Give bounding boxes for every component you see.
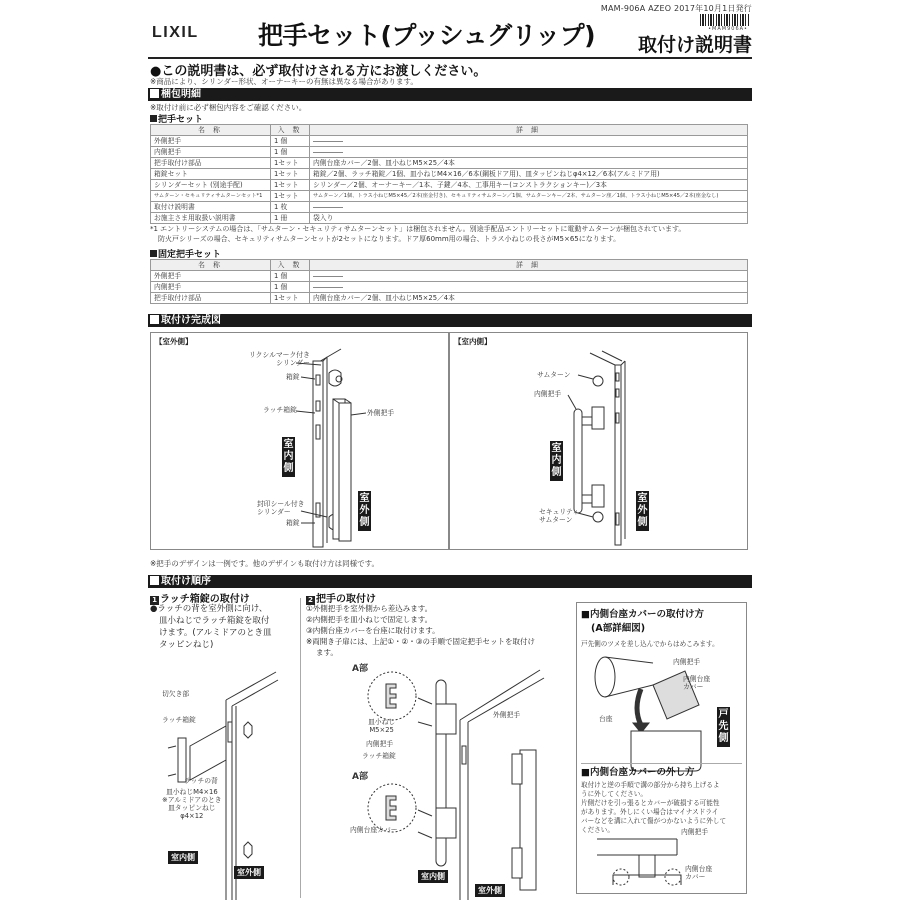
indoor-side-badge: 室内側 (282, 437, 295, 477)
table-row: 取付け説明書 1 枚 (151, 202, 748, 213)
detail-remove-text: 取付けと逆の手順で溝の部分から持ち上げるよ うに外してください。 片側だけを引っ張るとカバーが破損する可能性 があります。外しにくい場合はマイナスドライ バーなどを溝に入れて傷がつかないように外して ください。 (581, 781, 727, 834)
detail-attach-title: ■内側台座カバーの取付け方 (581, 609, 704, 620)
outdoor-label: 【室外側】 (155, 337, 193, 346)
dash-placeholder (313, 287, 343, 288)
cover-remove-illustration (577, 835, 747, 895)
table-row: 内側把手 1 個 (151, 282, 748, 293)
table-row: 把手取付け部品 1セット 内側台座カバー／2個、皿小ねじM5×25／4本 (151, 158, 748, 169)
intro-main: ●この説明書は、必ず取付けされる方にお渡しください。 (150, 64, 487, 79)
detail-attach-subtitle: (A部詳細図) (591, 623, 646, 634)
handle-set-table (150, 124, 748, 224)
callout-cover: 内側台座 カバー (683, 675, 711, 691)
indoor-door-illustration (450, 333, 749, 551)
door-edge-side-badge: 戸先側 (717, 707, 730, 747)
step2-instructions: ①外側把手を室外側から差込みます。 ②内側把手を皿小ねじで固定します。 ③内側台座カバーを台座に取付けます。 ※両開き子扉には、上記①・②・③の手順で固定把手セットを取付け ます。 (306, 604, 535, 657)
callout-lock-top: 箱錠 (286, 373, 300, 381)
callout-latch-back: ラッチの背 (184, 777, 218, 785)
section-packing: 梱包明細 (148, 88, 752, 101)
dash-placeholder (313, 276, 343, 277)
callout-inner-handle: 内側把手 (673, 658, 701, 666)
callout-screw: 皿小ねじM4×16 ※アルミドアのとき 皿タッピンねじ φ4×12 (162, 788, 222, 820)
barcode (700, 14, 750, 26)
callout-thumb-turn: サムターン (537, 371, 571, 379)
intro-note: ※商品により、シリンダー形状、オーナーキーの有無は異なる場合があります。 (150, 77, 418, 86)
detail-attach-text: 戸先側のツメを差し込んでからはめこみます。 (581, 640, 719, 648)
section-procedure: 取付け順序 (148, 575, 752, 588)
callout-latch-lock: ラッチ箱錠 (263, 406, 297, 414)
outdoor-side-badge: 室外側 (234, 866, 264, 879)
callout-base-cover: 内側台座カバー (350, 826, 398, 834)
table-row: 外側把手 1 個 (151, 136, 748, 147)
page-title: 把手セット(プッシュグリップ) (258, 21, 596, 50)
indoor-side-badge: 室内側 (168, 851, 198, 864)
outdoor-diagram (150, 332, 449, 550)
dash-placeholder (313, 152, 343, 153)
table-header-row (151, 125, 748, 136)
outdoor-side-badge: 室外側 (358, 491, 371, 531)
table-row: 外側把手 1 個 (151, 271, 748, 282)
callout-security-thumb-turn: セキュリティ サムターン (539, 508, 580, 524)
packing-note: ※取付け前に必ず梱包内容をご確認ください。 (150, 103, 307, 112)
callout-latch-lock: ラッチ箱錠 (362, 752, 396, 760)
callout-inner-handle: 内側把手 (366, 740, 394, 748)
table-row: お施主さま用取扱い説明書 1 冊 袋入り (151, 213, 748, 224)
title-rule (148, 57, 752, 59)
callout-inner-handle: 内側把手 (534, 390, 562, 398)
col-name: 名 称 (151, 260, 271, 271)
fixed-set-table (150, 259, 748, 304)
table-row: 箱錠セット 1セット 箱錠／2個、ラッチ箱錠／1個、皿小ねじM4×16／6本(鋼板ドア用)、皿タッピンねじφ4×12／6本(アルミドア用) (151, 169, 748, 180)
section-completion: 取付け完成図 (148, 314, 752, 327)
table-row: シリンダーセット (別途手配) 1セット シリンダー／2個、オーナーキー／1本、子鍵／4本、工事用キー(コンストラクションキー)／3本 (151, 180, 748, 191)
callout-inner-handle: 内側把手 (681, 828, 709, 836)
footnote-1: *1 エントリーシステムの場合は、「サムターン・セキュリティサムターンセット」は梱包されません。別途手配品エントリーセットに電動サムターンが梱包されています。 (150, 225, 686, 233)
design-note: ※把手のデザインは一例です。他のデザインも取付け方は同様です。 (150, 559, 380, 568)
footnote-2: 防火戸シリーズの場合、セキュリティサムターンセットが2セットになります。ドア厚60mm用の場合、トラス小ねじの長さがM5×65になります。 (158, 235, 621, 243)
callout-part-a-top: A部 (352, 664, 368, 674)
fixed-set-heading: 固定把手セット (150, 247, 221, 260)
brand-logo: LIXIL (152, 24, 199, 41)
callout-latch-lock: ラッチ箱錠 (162, 716, 196, 724)
indoor-diagram (449, 332, 748, 550)
instruction-sheet (148, 0, 752, 900)
col-detail: 詳 細 (310, 260, 748, 271)
handle-install-illustration (300, 660, 576, 900)
callout-outer-handle: 外側把手 (367, 409, 395, 417)
callout-outer-handle: 外側把手 (493, 711, 521, 719)
col-detail: 詳 細 (310, 125, 748, 136)
step2-title: 2 把手の取付け (306, 590, 376, 605)
indoor-side-badge: 室内側 (418, 870, 448, 883)
callout-part-a-bottom: A部 (352, 772, 368, 782)
handle-set-heading: 把手セット (150, 112, 203, 125)
table-row: 把手取付け部品 1セット 内側台座カバー／2個、皿小ねじM5×25／4本 (151, 293, 748, 304)
table-header-row (151, 260, 748, 271)
dash-placeholder (313, 141, 343, 142)
callout-lock-bottom: 箱錠 (286, 519, 300, 527)
col-name: 名 称 (151, 125, 271, 136)
detail-divider (581, 763, 742, 764)
outdoor-side-badge: 室外側 (475, 884, 505, 897)
table-row: 内側把手 1 個 (151, 147, 748, 158)
callout-sealed-cylinder: 封印シール付き シリンダー (257, 500, 305, 516)
document-type: 取付け説明書 (637, 34, 752, 56)
callout-cover: 内側台座 カバー (685, 865, 713, 881)
table-row: サムターン・セキュリティサムターンセット*1 1セット サムターン／1個、トラス小ねじM5×45／2本(座金付き)、セキュリティサムターン／1個、サムターンキー／2本、サムターン座／1個、トラス小ねじM5×45／2本(座金なし) (151, 191, 748, 202)
col-qty: 入 数 (271, 125, 310, 136)
indoor-label: 【室内側】 (454, 337, 492, 346)
square-icon (150, 315, 159, 324)
square-icon (150, 89, 159, 98)
detail-remove-title: ■内側台座カバーの外し方 (581, 767, 695, 778)
callout-base: 台座 (599, 715, 613, 723)
square-icon (150, 576, 159, 585)
callout-screw: 皿小ねじ M5×25 (368, 718, 396, 734)
callout-notch: 切欠き部 (162, 690, 190, 698)
col-qty: 入 数 (271, 260, 310, 271)
callout-lixil-cylinder: リクシルマーク付き シリンダー (249, 351, 310, 367)
outdoor-side-badge: 室外側 (636, 491, 649, 531)
step1-title: 1 ラッチ箱錠の取付け (150, 590, 250, 605)
square-icon (150, 115, 157, 122)
barcode-text: •MAM906A• (708, 26, 748, 32)
step1-instructions: ●ラッチの背を室外側に向け、 皿小ねじでラッチ箱錠を取付 けます。(アルミドアのとき皿 タッピンねじ) (150, 604, 272, 650)
indoor-side-badge: 室内側 (550, 441, 563, 481)
square-icon (150, 250, 157, 257)
detail-box (576, 602, 747, 894)
document-meta: MAM-906A AZEO 2017年10月1日発行 (600, 4, 752, 13)
dash-placeholder (313, 207, 343, 208)
